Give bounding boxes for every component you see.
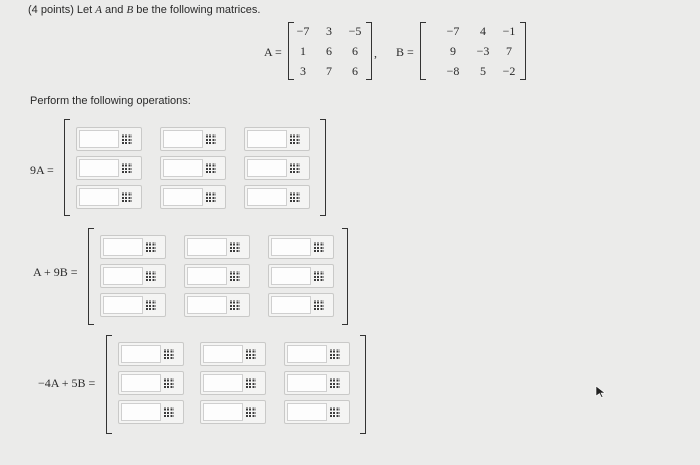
answer-input[interactable] xyxy=(203,403,243,421)
answer-cell[interactable] xyxy=(100,293,166,317)
answer-input[interactable] xyxy=(79,159,119,177)
matrix-b-cell: −1 xyxy=(502,24,516,38)
answer-cell[interactable] xyxy=(76,127,142,151)
grid-icon[interactable] xyxy=(206,192,216,202)
grid-icon[interactable] xyxy=(314,300,324,310)
grid-icon[interactable] xyxy=(246,349,256,359)
instructions: Perform the following operations: xyxy=(30,95,191,107)
answer-cell[interactable] xyxy=(268,235,334,259)
answer-cell[interactable] xyxy=(118,400,184,424)
answer-input[interactable] xyxy=(247,188,287,206)
grid-icon[interactable] xyxy=(122,192,132,202)
answer-input[interactable] xyxy=(187,296,227,314)
grid-icon[interactable] xyxy=(164,378,174,388)
answer-input[interactable] xyxy=(271,238,311,256)
answer-input[interactable] xyxy=(187,267,227,285)
answer-input[interactable] xyxy=(287,374,327,392)
matrix-b-cell: −8 xyxy=(446,64,460,78)
answer-cell[interactable] xyxy=(184,264,250,288)
operation-9a-left-bracket xyxy=(64,119,70,216)
grid-icon[interactable] xyxy=(146,242,156,252)
answer-input[interactable] xyxy=(79,130,119,148)
matrix-a-cell: 1 xyxy=(300,44,306,58)
answer-cell[interactable] xyxy=(184,235,250,259)
grid-icon[interactable] xyxy=(164,407,174,417)
matrix-a-cell: 6 xyxy=(352,64,358,78)
grid-icon[interactable] xyxy=(314,242,324,252)
answer-input[interactable] xyxy=(103,267,143,285)
answer-cell[interactable] xyxy=(200,342,266,366)
answer-cell[interactable] xyxy=(244,185,310,209)
mouse-cursor-icon xyxy=(593,384,607,398)
answer-cell[interactable] xyxy=(268,264,334,288)
grid-icon[interactable] xyxy=(290,192,300,202)
answer-cell[interactable] xyxy=(160,185,226,209)
answer-input[interactable] xyxy=(187,238,227,256)
matrix-b-cell: −3 xyxy=(476,44,490,58)
grid-icon[interactable] xyxy=(206,163,216,173)
grid-icon[interactable] xyxy=(146,271,156,281)
grid-icon[interactable] xyxy=(330,349,340,359)
matrix-a-cell: 6 xyxy=(352,44,358,58)
answer-cell[interactable] xyxy=(268,293,334,317)
answer-input[interactable] xyxy=(163,159,203,177)
matrix-a-cell: −7 xyxy=(296,24,310,38)
header-text-1: (4 points) Let xyxy=(28,4,96,16)
matrix-a-cell: 6 xyxy=(326,44,332,58)
matrix-b-cell: −7 xyxy=(446,24,460,38)
answer-input[interactable] xyxy=(247,130,287,148)
grid-icon[interactable] xyxy=(146,300,156,310)
answer-cell[interactable] xyxy=(244,127,310,151)
answer-cell[interactable] xyxy=(76,185,142,209)
answer-cell[interactable] xyxy=(284,342,350,366)
answer-cell[interactable] xyxy=(160,156,226,180)
matrix-a-cell: 3 xyxy=(326,24,332,38)
answer-input[interactable] xyxy=(163,130,203,148)
header-text-3: be the following matrices. xyxy=(133,4,261,16)
grid-icon[interactable] xyxy=(206,134,216,144)
matrix-b-cell: 5 xyxy=(480,64,486,78)
operation-a-plus-9b-right-bracket xyxy=(342,228,348,325)
answer-cell[interactable] xyxy=(100,235,166,259)
grid-icon[interactable] xyxy=(290,134,300,144)
answer-cell[interactable] xyxy=(184,293,250,317)
answer-cell[interactable] xyxy=(118,371,184,395)
grid-icon[interactable] xyxy=(230,271,240,281)
answer-cell[interactable] xyxy=(200,400,266,424)
answer-input[interactable] xyxy=(79,188,119,206)
grid-icon[interactable] xyxy=(164,349,174,359)
operation-9a-right-bracket xyxy=(320,119,326,216)
operation-a-plus-9b-left-bracket xyxy=(88,228,94,325)
grid-icon[interactable] xyxy=(246,407,256,417)
answer-input[interactable] xyxy=(163,188,203,206)
answer-input[interactable] xyxy=(203,374,243,392)
answer-cell[interactable] xyxy=(160,127,226,151)
grid-icon[interactable] xyxy=(230,300,240,310)
matrix-a-cell: 3 xyxy=(300,64,306,78)
matrix-b-cell: −2 xyxy=(502,64,516,78)
answer-input[interactable] xyxy=(121,403,161,421)
grid-icon[interactable] xyxy=(314,271,324,281)
matrix-a-label: A = xyxy=(264,45,282,59)
header-text-2: and xyxy=(102,4,127,16)
answer-cell[interactable] xyxy=(244,156,310,180)
answer-input[interactable] xyxy=(103,238,143,256)
grid-icon[interactable] xyxy=(122,163,132,173)
answer-cell[interactable] xyxy=(284,371,350,395)
matrix-a-comma: , xyxy=(374,46,377,60)
matrix-b-label: B = xyxy=(396,45,414,59)
grid-icon[interactable] xyxy=(122,134,132,144)
operation-9a-label: 9A = xyxy=(30,163,54,177)
grid-icon[interactable] xyxy=(290,163,300,173)
header-var-a: A xyxy=(95,4,102,16)
matrix-b-cell: 4 xyxy=(480,24,486,38)
answer-cell[interactable] xyxy=(118,342,184,366)
answer-cell[interactable] xyxy=(100,264,166,288)
answer-cell[interactable] xyxy=(200,371,266,395)
answer-input[interactable] xyxy=(271,296,311,314)
matrix-a-cell: 7 xyxy=(326,64,332,78)
answer-input[interactable] xyxy=(121,374,161,392)
operation-neg4a-plus-5b-right-bracket xyxy=(360,335,366,434)
answer-input[interactable] xyxy=(247,159,287,177)
answer-input[interactable] xyxy=(287,403,327,421)
operation-a-plus-9b-label: A + 9B = xyxy=(33,265,78,279)
answer-input[interactable] xyxy=(103,296,143,314)
matrix-b-cell: 9 xyxy=(450,44,456,58)
matrix-b-cell: 7 xyxy=(506,44,512,58)
matrix-a-cell: −5 xyxy=(348,24,362,38)
grid-icon[interactable] xyxy=(246,378,256,388)
operation-neg4a-plus-5b-left-bracket xyxy=(106,335,112,434)
answer-cell[interactable] xyxy=(76,156,142,180)
answer-cell[interactable] xyxy=(284,400,350,424)
matrix-b-left-bracket xyxy=(420,22,426,80)
answer-input[interactable] xyxy=(203,345,243,363)
grid-icon[interactable] xyxy=(230,242,240,252)
answer-input[interactable] xyxy=(271,267,311,285)
grid-icon[interactable] xyxy=(330,407,340,417)
header-var-b: B xyxy=(126,4,134,16)
operation-neg4a-plus-5b-label: −4A + 5B = xyxy=(38,376,96,390)
grid-icon[interactable] xyxy=(330,378,340,388)
problem-header xyxy=(28,4,260,16)
answer-input[interactable] xyxy=(121,345,161,363)
answer-input[interactable] xyxy=(287,345,327,363)
